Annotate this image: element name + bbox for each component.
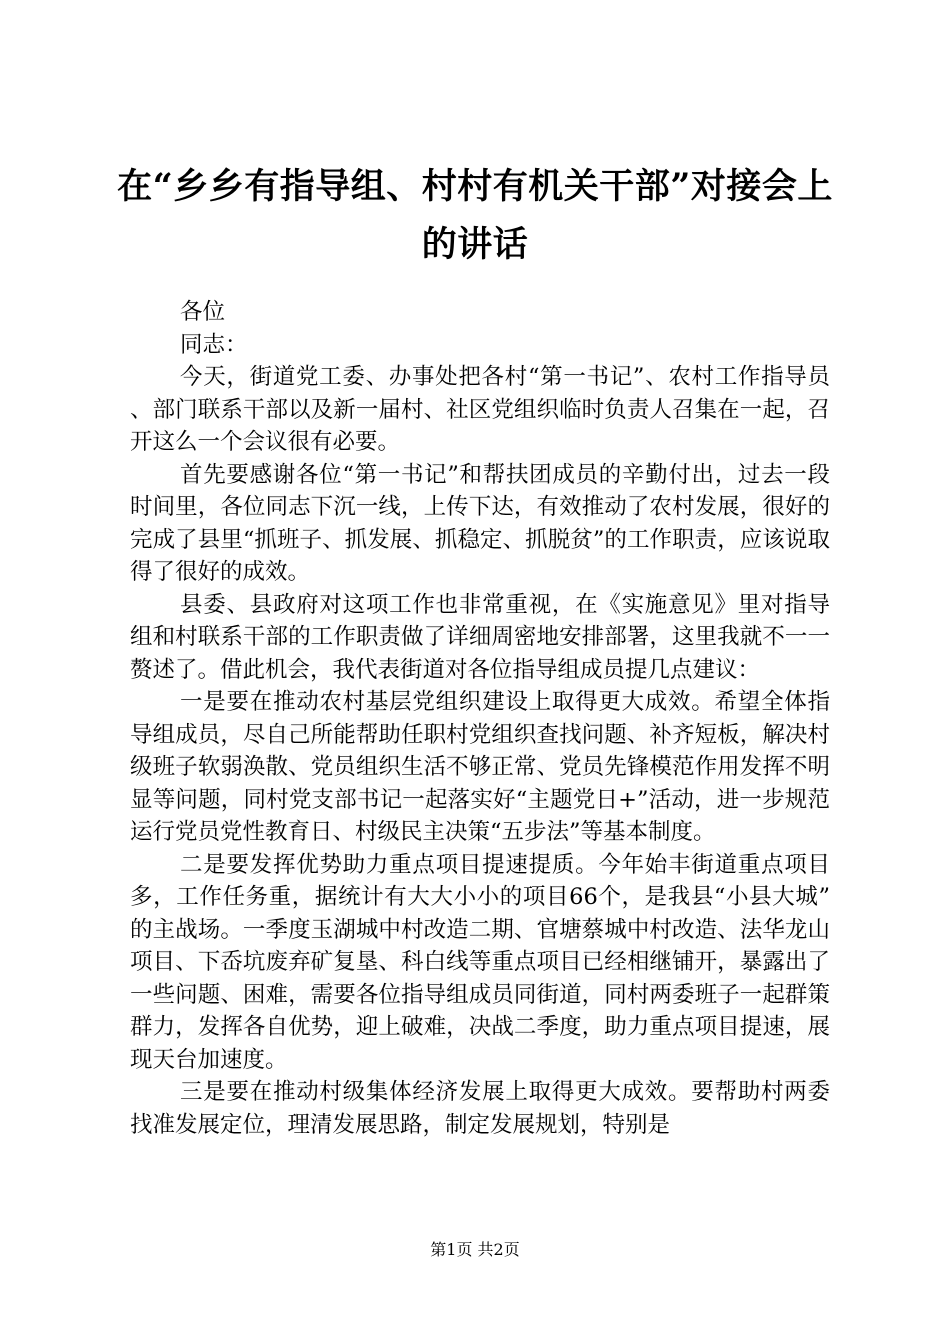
salutation-line-1: 各位 — [180, 299, 226, 325]
paragraph-thanks: 首先要感谢各位“第一书记”和帮扶团成员的辛勤付出，过去一段时间里，各位同志下沉一线，上传下达，有效推动了农村发展，很好的完成了县里“抓班子、抓发展、抓稳定、抓脱贫”的工作职责，应该说取得了很好的成效。 — [130, 461, 830, 585]
paragraph-suggestion-2: 二是要发挥优势助力重点项目提速提质。今年始丰街道重点项目多，工作任务重，据统计有大大小小的项目66个，是我县“小县大城”的主战场。一季度玉湖城中村改造二期、官塘蔡城中村改造、法华龙山项目、下岙坑废弃矿复垦、科白线等重点项目已经相继铺开，暴露出了一些问题、困难，需要各位指导组成员同街道，同村两委班子一起群策群力，发挥各自优势，迎上破难，决战二季度，助力重点项目提速，展现天台加速度。 — [130, 851, 830, 1073]
salutation-line-2: 同志： — [180, 331, 248, 358]
paragraph-suggestion-1: 一是要在推动农村基层党组织建设上取得更大成效。希望全体指导组成员，尽自己所能帮助任职村党组织查找问题、补齐短板，解决村级班子软弱涣散、党员组织生活不够正常、党员先锋模范作用发挥不明显等问题，同村党支部书记一起落实好“主题党日+”活动，进一步规范运行党员党性教育日、村级民主决策“五步法”等基本制度。 — [130, 689, 830, 845]
page-number-footer: 第1页 共2页 — [430, 1240, 520, 1259]
paragraph-suggestion-3: 三是要在推动村级集体经济发展上取得更大成效。要帮助村两委找准发展定位，理清发展思路，制定发展规划，特别是 — [130, 1079, 830, 1138]
paragraph-opening: 今天，街道党工委、办事处把各村“第一书记”、农村工作指导员、部门联系干部以及新一届村、社区党组织临时负责人召集在一起，召开这么一个会议很有必要。 — [130, 364, 830, 455]
document-body — [130, 296, 830, 1141]
document-title: 在“乡乡有指导组、村村有机关干部”对接会上的讲话 — [117, 166, 833, 265]
paragraph-county-emphasis: 县委、县政府对这项工作也非常重视，在《实施意见》里对指导组和村联系干部的工作职责做了详细周密地安排部署，这里我就不一一赘述了。借此机会，我代表街道对各位指导组成员提几点建议： — [130, 591, 830, 683]
